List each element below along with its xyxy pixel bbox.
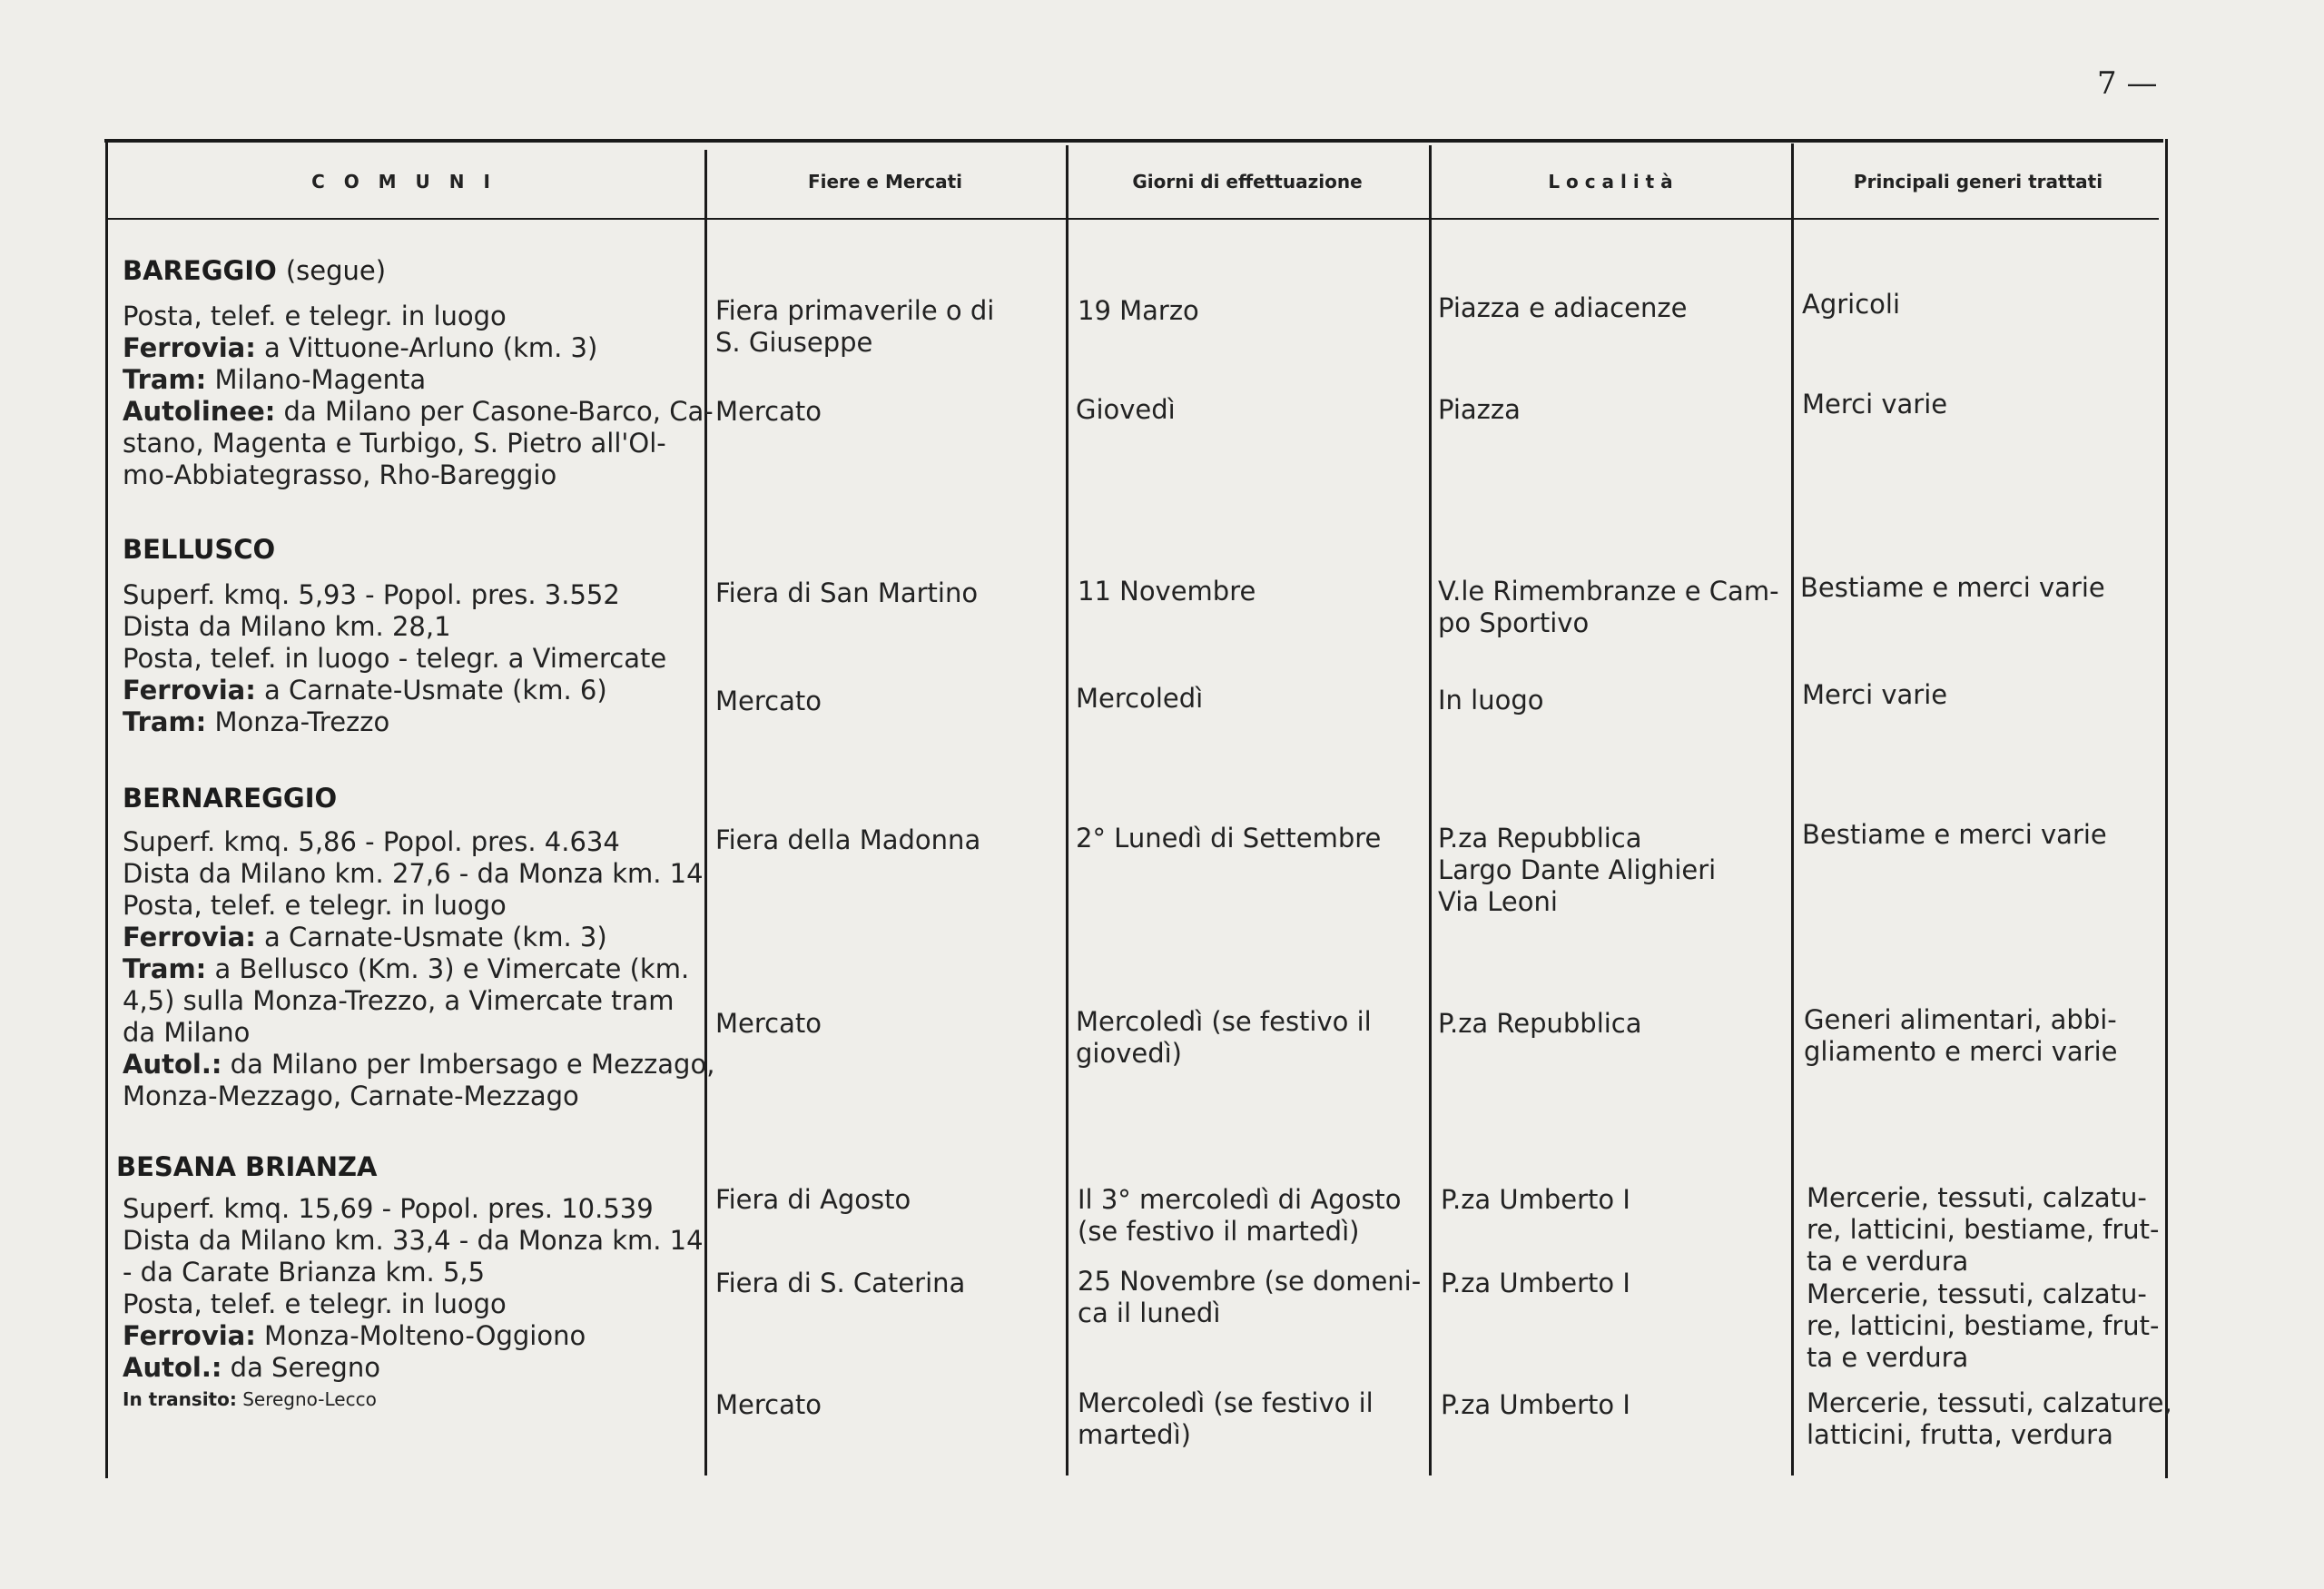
comune-name: BAREGGIO (segue)	[123, 255, 387, 286]
localita-cell: P.za Umberto I	[1441, 1184, 1630, 1215]
giorni-cell: Mercoledì	[1076, 683, 1204, 714]
generi-cell: Mercerie, tessuti, calzature, latticini, frutta, verdura	[1807, 1387, 2172, 1450]
localita-cell: P.za Umberto I	[1441, 1389, 1630, 1420]
comune-name: BESANA BRIANZA	[116, 1151, 378, 1182]
giorni-cell: Mercoledì (se festivo il giovedì)	[1076, 1006, 1372, 1069]
fiera-cell: Fiera primaverile o di S. Giuseppe	[715, 295, 995, 358]
fiera-cell: Mercato	[715, 1389, 822, 1420]
localita-cell: V.le Rimembranze e Cam- po Sportivo	[1438, 576, 1779, 638]
giorni-cell: Giovedì	[1076, 394, 1176, 425]
col-divider-left-edge	[105, 139, 108, 1478]
fiera-cell: Mercato	[715, 396, 822, 427]
giorni-cell: 11 Novembre	[1078, 576, 1256, 607]
giorni-cell: Il 3° mercoledì di Agosto (se festivo il martedì)	[1078, 1184, 1402, 1247]
giorni-cell: Mercoledì (se festivo il martedì)	[1078, 1387, 1374, 1450]
col-divider-2	[1066, 145, 1068, 1476]
generi-cell: Bestiame e merci varie	[1800, 572, 2105, 603]
giorni-cell: 25 Novembre (se domeni- ca il lunedì	[1078, 1266, 1422, 1328]
generi-cell: Generi alimentari, abbi- gliamento e merci varie	[1804, 1004, 2118, 1067]
fiera-cell: Fiera di Agosto	[715, 1184, 911, 1215]
header-generi: Principali generi trattati	[1853, 171, 2103, 192]
localita-cell: Piazza	[1438, 394, 1521, 425]
header-localita: L o c a l i t à	[1548, 171, 1673, 192]
comune-info: Posta, telef. e telegr. in luogo Ferrovia: a Vittuone-Arluno (km. 3) Tram: Milano-Magenta Autolinee: da Milano per Casone-Barco, Ca- stano, Magenta e Turbigo, S. Pietro all'Ol- mo-Abbiategrasso, Rho-Bareggio	[123, 301, 714, 490]
generi-cell: Merci varie	[1802, 389, 1948, 419]
generi-cell: Merci varie	[1802, 679, 1948, 710]
generi-cell: Bestiame e merci varie	[1802, 819, 2107, 850]
fiera-cell: Mercato	[715, 686, 822, 716]
fiera-cell: Fiera di San Martino	[715, 577, 979, 608]
generi-cell: Mercerie, tessuti, calzatu- re, latticini, bestiame, frut- ta e verdura	[1807, 1278, 2160, 1373]
localita-cell: P.za Repubblica Largo Dante Alighieri Via Leoni	[1438, 823, 1717, 917]
giorni-cell: 2° Lunedì di Settembre	[1076, 823, 1382, 854]
header-fiere: Fiere e Mercati	[807, 171, 963, 192]
page-number: 7 —	[2097, 65, 2158, 102]
comune-info: Superf. kmq. 5,93 - Popol. pres. 3.552 Dista da Milano km. 28,1 Posta, telef. in luogo - telegr. a Vimercate Ferrovia: a Carnate-Usmate (km. 6) Tram: Monza-Trezzo	[123, 579, 667, 737]
fiera-cell: Mercato	[715, 1008, 822, 1039]
comune-info: Superf. kmq. 5,86 - Popol. pres. 4.634 Dista da Milano km. 27,6 - da Monza km. 14 Posta, telef. e telegr. in luogo Ferrovia: a Carnate-Usmate (km. 3) Tram: a Bellusco (Km. 3) e Vimercate (km. 4,5) sulla Monza-Trezzo, a Vimercate tram da Milano Autol.: da Milano per Imbersago e Mezzago, Monza-Mezzago, Carnate-Mezzago	[123, 826, 715, 1111]
localita-cell: P.za Umberto I	[1441, 1268, 1630, 1298]
comune-info: Superf. kmq. 15,69 - Popol. pres. 10.539 Dista da Milano km. 33,4 - da Monza km. 14 - da Carate Brianza km. 5,5 Posta, telef. e telegr. in luogo Ferrovia: Monza-Molteno-Oggiono Autol.: da Seregno In transito: Seregno-Lecco	[123, 1193, 704, 1410]
generi-cell: Mercerie, tessuti, calzatu- re, latticini, bestiame, frut- ta e verdura	[1807, 1182, 2160, 1277]
giorni-cell: 19 Marzo	[1078, 295, 1199, 326]
col-divider-right-edge	[2165, 139, 2168, 1478]
header-comuni: C O M U N I	[311, 171, 497, 192]
generi-cell: Agricoli	[1802, 289, 1901, 320]
fiera-cell: Fiera di S. Caterina	[715, 1268, 966, 1298]
localita-cell: P.za Repubblica	[1438, 1008, 1642, 1039]
localita-cell: Piazza e adiacenze	[1438, 292, 1688, 323]
col-divider-3	[1429, 145, 1432, 1476]
localita-cell: In luogo	[1438, 685, 1544, 716]
fiera-cell: Fiera della Madonna	[715, 824, 981, 855]
col-divider-4	[1791, 143, 1794, 1476]
comune-name: BERNAREGGIO	[123, 783, 338, 814]
comune-name: BELLUSCO	[123, 534, 276, 565]
header-giorni: Giorni di effettuazione	[1132, 171, 1363, 192]
